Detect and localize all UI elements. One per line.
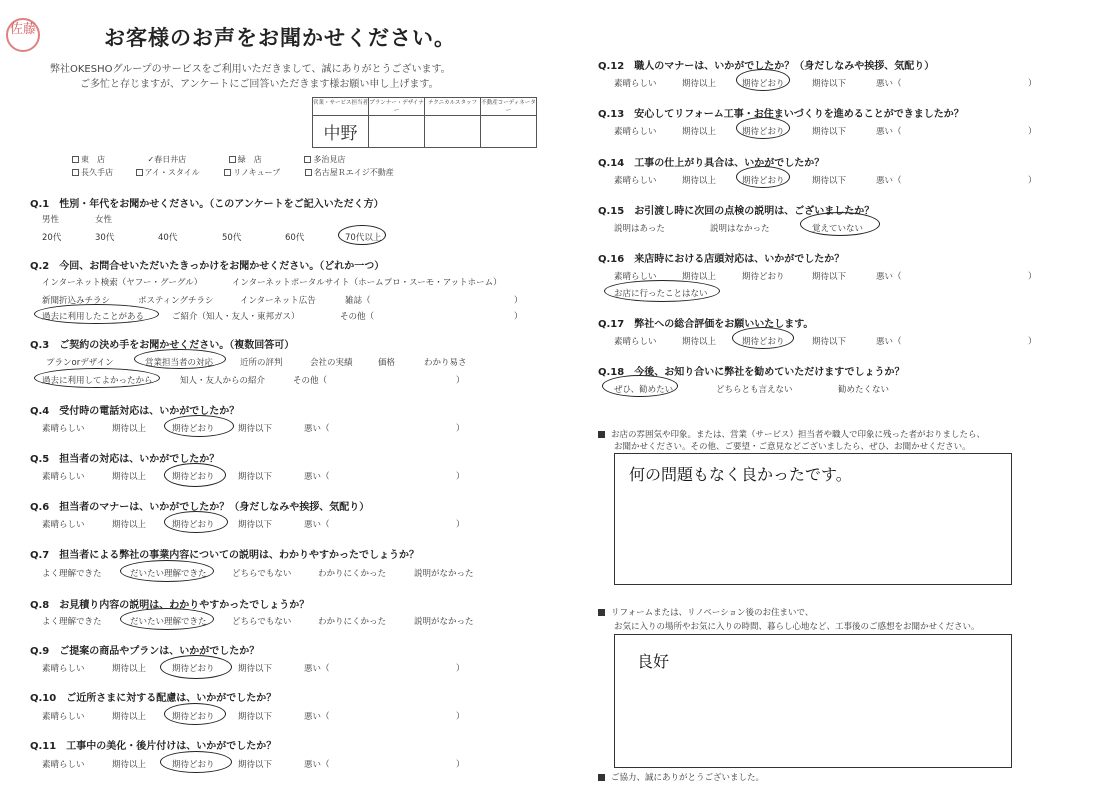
answer-circle (160, 751, 232, 773)
answer-circle (736, 69, 790, 91)
q15-label: Q.15 お引渡し時に次回の点検の説明は、ございましたか？ (598, 206, 875, 217)
q3-opt-other[interactable]: その他（ (293, 376, 328, 386)
opt-below[interactable]: 期待以下 (238, 472, 273, 482)
q3-opt-sales[interactable]: 営業担当者の対応 (145, 358, 214, 368)
q18-label: Q.18 今後、お知り合いに弊社を勧めていただけますでしょうか？ (598, 367, 905, 378)
q3-opt-record[interactable]: 会社の実績 (310, 358, 353, 368)
opt-expected[interactable]: 期待どおり (172, 712, 215, 722)
staff-table (312, 97, 537, 148)
answer-circle (736, 117, 790, 139)
opt-bad[interactable]: 悪い（ (304, 712, 330, 722)
q18-opt-neutral[interactable]: どちらとも言えない (716, 385, 793, 395)
answer-circle (164, 463, 226, 487)
q2-opt-magazine[interactable]: 雑誌（ (345, 296, 371, 306)
opt-above[interactable]: 期待以上 (112, 760, 147, 770)
q1-gender-male[interactable]: 男性 (42, 215, 60, 225)
q1-age-50[interactable]: 50代 (222, 233, 242, 243)
q2-opt-newspaper[interactable]: 新聞折込みチラシ (42, 296, 111, 306)
store-checkbox[interactable] (305, 169, 312, 176)
opt-paren-close: ） (456, 760, 465, 770)
opt-paren-close: ） (456, 712, 465, 722)
opt-paren-close: ） (1028, 79, 1037, 89)
store-checkbox[interactable] (136, 169, 143, 176)
opt-excellent[interactable]: 素晴らしい (42, 424, 85, 434)
opt-mostly-understood[interactable]: だいたい理解できた (130, 569, 207, 579)
comment2-prompt-2: お気に入りの場所やお気に入りの時間、暮らし心地など、工事後のご感想をお聞かせください。 (614, 622, 980, 632)
q3-opt-clarity[interactable]: わかり易さ (424, 358, 467, 368)
opt-neutral[interactable]: どちらでもない (232, 569, 292, 579)
q2-opt-referral[interactable]: ご紹介（知人・友人・東邦ガス） (172, 312, 300, 322)
opt-above[interactable]: 期待以上 (682, 127, 717, 137)
store-checkbox[interactable] (72, 156, 79, 163)
store-checkbox[interactable] (229, 156, 236, 163)
answer-circle (164, 511, 228, 533)
opt-bad[interactable]: 悪い（ (304, 520, 330, 530)
comment2-answer: 良好 (637, 652, 670, 671)
q12-label: Q.12 職人のマナーは、いかがでしたか？（身だしなみや挨拶、気配り） (598, 61, 935, 72)
opt-expected[interactable]: 期待どおり (172, 472, 215, 482)
opt-no-explanation[interactable]: 説明がなかった (414, 569, 474, 579)
staff-header-technical: テクニカルスタッフ (425, 98, 481, 116)
opt-bad[interactable]: 悪い（ (304, 472, 330, 482)
opt-paren-close: ） (456, 472, 465, 482)
q9-label: Q.9 ご提案の商品やプランは、いかがでしたか？ (30, 646, 260, 657)
opt-excellent[interactable]: 素晴らしい (614, 176, 657, 186)
opt-paren-close: ） (1028, 127, 1037, 137)
q3-opt-plan[interactable]: プランorデザイン (46, 358, 114, 368)
comment2-prompt-1: リフォームまたは、リノベーション後のお住まいで、 (598, 606, 813, 618)
opt-paren-close: ） (1028, 176, 1037, 186)
q2-paren-close: ） (514, 296, 523, 306)
opt-neutral[interactable]: どちらでもない (232, 617, 292, 627)
q2-opt-past[interactable]: 過去に利用したことがある (42, 312, 145, 322)
q2-opt-search[interactable]: インターネット検索（ヤフー・グーグル） (42, 278, 203, 288)
opt-understood-well[interactable]: よく理解できた (42, 569, 102, 579)
answer-circle (34, 304, 159, 324)
store-row-1: 東 店 ✓春日井店 緑 店 多治見店 (72, 154, 345, 165)
opt-bad[interactable]: 悪い（ (876, 127, 902, 137)
q3-opt-reputation[interactable]: 近所の評判 (240, 358, 283, 368)
opt-below[interactable]: 期待以下 (812, 272, 847, 282)
page-title: お客様のお声をお聞かせください。 (104, 26, 456, 50)
answer-circle (732, 327, 794, 349)
opt-excellent[interactable]: 素晴らしい (614, 337, 657, 347)
opt-expected[interactable]: 期待どおり (172, 424, 215, 434)
opt-above[interactable]: 期待以上 (682, 337, 717, 347)
q1-age-40[interactable]: 40代 (158, 233, 178, 243)
q11-label: Q.11 工事中の美化・後片付けは、いかがでしたか？ (30, 741, 277, 752)
staff-header-realestate: 不動産コーディネーター (481, 98, 537, 116)
q2-opt-netad[interactable]: インターネット広告 (240, 296, 316, 306)
q2-opt-other[interactable]: その他（ (340, 312, 375, 322)
answer-circle (120, 608, 214, 630)
q10-label: Q.10 ご近所さまに対する配慮は、いかがでしたか？ (30, 693, 277, 704)
answer-circle (602, 375, 678, 397)
q18-opt-not-recommend[interactable]: 勧めたくない (838, 385, 890, 395)
q7-label: Q.7 担当者による弊社の事業内容についての説明は、わかりやすかったでしょうか？ (30, 550, 420, 561)
opt-above[interactable]: 期待以上 (682, 79, 717, 89)
opt-paren-close: ） (456, 520, 465, 530)
q6-label: Q.6 担当者のマナーは、いかがでしたか？（身だしなみや挨拶、気配り） (30, 502, 370, 513)
staff-value-sales: 中野 (313, 116, 369, 148)
store-checkbox[interactable] (72, 169, 79, 176)
q15-opt-not-explained[interactable]: 説明はなかった (710, 224, 770, 234)
answer-circle (34, 368, 160, 388)
q1-age-30[interactable]: 30代 (95, 233, 115, 243)
opt-bad[interactable]: 悪い（ (876, 272, 902, 282)
opt-hard[interactable]: わかりにくかった (318, 617, 387, 627)
opt-paren-close: ） (456, 664, 465, 674)
comment2-box[interactable] (614, 634, 1012, 768)
answer-circle (160, 655, 232, 679)
answer-circle (736, 166, 790, 188)
q15-opt-dont-remember[interactable]: 覚えていない (812, 224, 864, 234)
q1-age-70plus[interactable]: 70代以上 (345, 233, 382, 243)
opt-above[interactable]: 期待以上 (112, 472, 147, 482)
intro-line-2: ご多忙と存じますが、アンケートにご回答いただきます様お願い申し上げます。 (80, 79, 439, 90)
answer-circle (120, 560, 214, 582)
opt-bad[interactable]: 悪い（ (304, 424, 330, 434)
opt-understood-well[interactable]: よく理解できた (42, 617, 102, 627)
answer-circle (164, 703, 226, 725)
answer-circle (800, 212, 880, 236)
opt-excellent[interactable]: 素晴らしい (42, 520, 85, 530)
opt-below[interactable]: 期待以下 (238, 520, 273, 530)
opt-hard[interactable]: わかりにくかった (318, 569, 387, 579)
intro-line-1: 弊社OKESHOグループのサービスをご利用いただきまして、誠にありがとうございます。 (50, 64, 451, 75)
q1-label: Q.1 性別・年代をお聞かせください。（このアンケートをご記入いただく方） (30, 199, 384, 210)
opt-below[interactable]: 期待以下 (812, 79, 847, 89)
q2-opt-portal[interactable]: インターネットポータルサイト（ホームプロ・スーモ・アットホーム） (232, 278, 502, 288)
q2-label: Q.2 今回、お問合せいただいたきっかけをお聞かせください。（どれか一つ） (30, 261, 385, 272)
opt-paren-close: ） (1028, 337, 1037, 347)
q17-label: Q.17 弊社への総合評価をお願いいたします。 (598, 319, 814, 330)
q14-label: Q.14 工事の仕上がり具合は、いかがでしたか？ (598, 158, 825, 169)
answer-circle (338, 225, 386, 245)
opt-below[interactable]: 期待以下 (812, 127, 847, 137)
q3-opt-friend[interactable]: 知人・友人からの紹介 (180, 376, 266, 386)
comment1-prompt-1: お店の雰囲気や印象。または、営業（サービス）担当者や職人で印象に残った者がおりましたら、 (598, 428, 985, 440)
store-row-2: 長久手店 アイ・スタイル リノキューブ 名古屋Ｒエイジ不動産 (72, 167, 394, 178)
q3-opt-pastgood[interactable]: 過去に利用してよかったから (42, 376, 153, 386)
opt-no-explanation[interactable]: 説明がなかった (414, 617, 474, 627)
opt-below[interactable]: 期待以下 (812, 176, 847, 186)
opt-below[interactable]: 期待以下 (238, 424, 273, 434)
q2-opt-posting[interactable]: ポスティングチラシ (138, 296, 214, 306)
opt-above[interactable]: 期待以上 (112, 712, 147, 722)
opt-excellent[interactable]: 素晴らしい (42, 760, 85, 770)
opt-excellent[interactable]: 素晴らしい (614, 272, 657, 282)
store-checkbox[interactable] (224, 169, 231, 176)
opt-excellent[interactable]: 素晴らしい (42, 664, 85, 674)
opt-above[interactable]: 期待以上 (112, 664, 147, 674)
staff-value-planner (369, 116, 425, 148)
q8-label: Q.8 お見積り内容の説明は、わかりやすかったでしょうか？ (30, 600, 310, 611)
staff-header-planner: プランナー・デザイナー (369, 98, 425, 116)
opt-expected[interactable]: 期待どおり (742, 337, 785, 347)
opt-expected[interactable]: 期待どおり (172, 664, 215, 674)
q13-label: Q.13 安心してリフォーム工事・お住まいづくりを進めることができましたか？ (598, 109, 964, 120)
q15-opt-explained[interactable]: 説明はあった (614, 224, 665, 234)
bullet-square-icon (598, 431, 605, 438)
bullet-square-icon (598, 609, 605, 616)
opt-expected[interactable]: 期待どおり (742, 127, 785, 137)
answer-circle (604, 280, 720, 302)
opt-mostly-understood[interactable]: だいたい理解できた (130, 617, 207, 627)
opt-above[interactable]: 期待以上 (112, 520, 147, 530)
staff-header-sales: 営業・サービス担当者 (313, 98, 369, 116)
q3-label: Q.3 ご契約の決め手をお聞かせください。（複数回答可） (30, 340, 295, 351)
opt-below[interactable]: 期待以下 (238, 760, 273, 770)
opt-bad[interactable]: 悪い（ (876, 176, 902, 186)
store-checkbox[interactable] (304, 156, 311, 163)
q16-label: Q.16 来店時における店頭対応は、いかがでしたか？ (598, 254, 845, 265)
q18-opt-definitely[interactable]: ぜひ、勧めたい (614, 385, 674, 395)
opt-above[interactable]: 期待以上 (682, 272, 717, 282)
comment1-answer: 何の問題もなく良かったです。 (629, 465, 852, 484)
q1-gender-female[interactable]: 女性 (95, 215, 113, 225)
opt-paren-close: ） (456, 424, 465, 434)
answer-circle (134, 349, 226, 369)
opt-expected[interactable]: 期待どおり (742, 79, 785, 89)
opt-bad[interactable]: 悪い（ (304, 664, 330, 674)
seal-stamp: 佐藤 (6, 18, 40, 52)
opt-above[interactable]: 期待以上 (112, 424, 147, 434)
q4-label: Q.4 受付時の電話対応は、いかがでしたか？ (30, 406, 240, 417)
opt-above[interactable]: 期待以上 (682, 176, 717, 186)
q2-paren-close-2: ） (514, 312, 523, 322)
staff-value-realestate (481, 116, 537, 148)
opt-below[interactable]: 期待以下 (812, 337, 847, 347)
opt-bad[interactable]: 悪い（ (304, 760, 330, 770)
q16-opt-never-visited[interactable]: お店に行ったことはない (614, 289, 708, 299)
staff-value-technical (425, 116, 481, 148)
opt-excellent[interactable]: 素晴らしい (42, 472, 85, 482)
comment1-box[interactable] (614, 453, 1012, 585)
opt-bad[interactable]: 悪い（ (876, 79, 902, 89)
q1-age-20[interactable]: 20代 (42, 233, 62, 243)
opt-paren-close: ） (1028, 272, 1037, 282)
opt-below[interactable]: 期待以下 (238, 712, 273, 722)
opt-below[interactable]: 期待以下 (238, 664, 273, 674)
footer-thanks: ご協力、誠にありがとうございました。 (598, 771, 764, 783)
opt-excellent[interactable]: 素晴らしい (614, 127, 657, 137)
opt-excellent[interactable]: 素晴らしい (42, 712, 85, 722)
opt-expected[interactable]: 期待どおり (742, 272, 785, 282)
opt-bad[interactable]: 悪い（ (876, 337, 902, 347)
comment1-prompt-2: お聞かせください。その他、ご要望・ご意見などございましたら、ぜひ、お聞かせください。 (614, 442, 971, 452)
opt-expected[interactable]: 期待どおり (172, 760, 215, 770)
q1-age-60[interactable]: 60代 (285, 233, 305, 243)
bullet-square-icon (598, 774, 605, 781)
answer-circle (164, 415, 234, 437)
q3-opt-price[interactable]: 価格 (378, 358, 396, 368)
opt-expected[interactable]: 期待どおり (742, 176, 785, 186)
opt-expected[interactable]: 期待どおり (172, 520, 215, 530)
q5-label: Q.5 担当者の対応は、いかがでしたか？ (30, 454, 220, 465)
q3-paren-close: ） (456, 376, 465, 386)
opt-excellent[interactable]: 素晴らしい (614, 79, 657, 89)
